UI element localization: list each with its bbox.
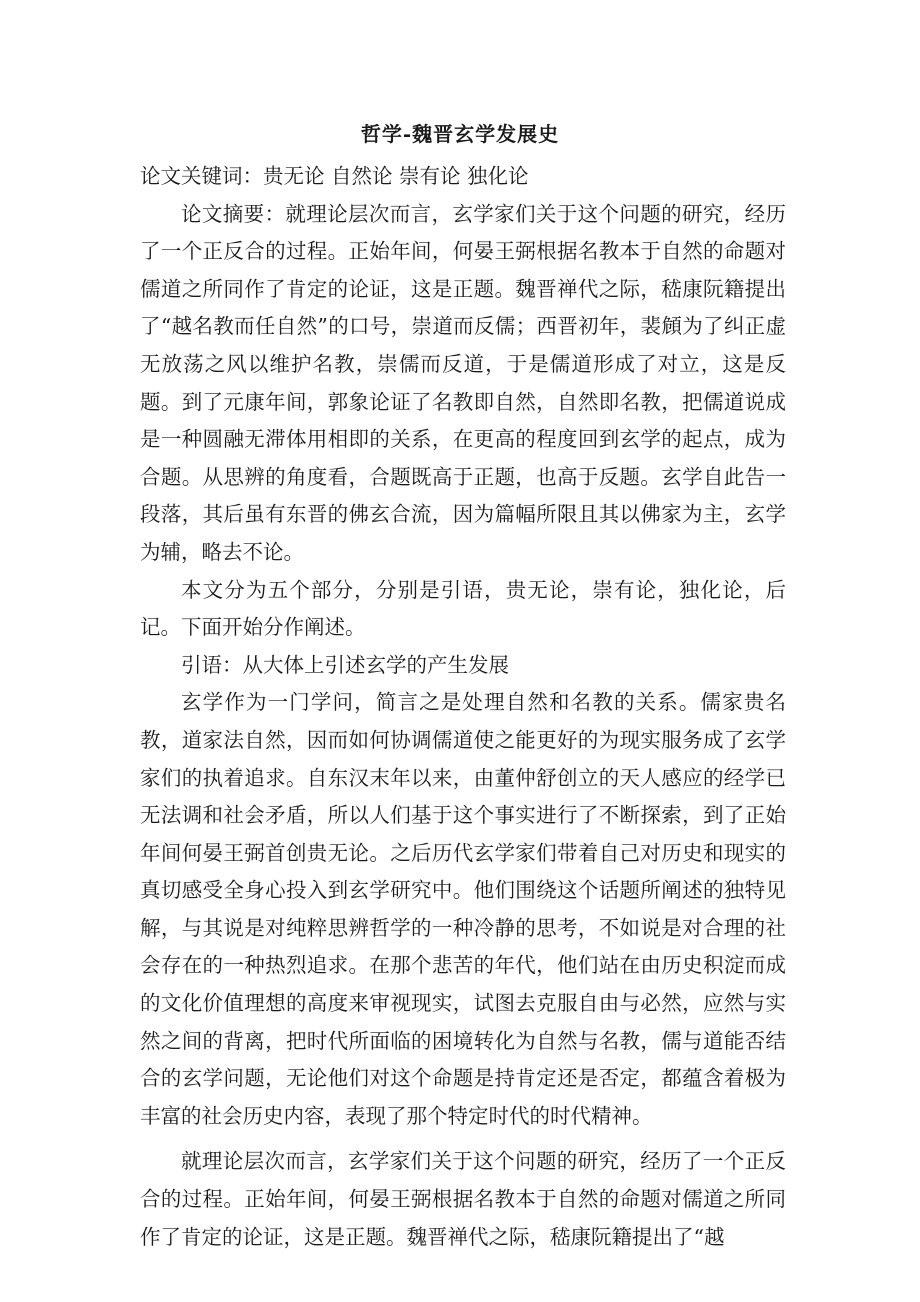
abstract-paragraph: 论文摘要：就理论层次而言，玄学家们关于这个问题的研究，经历了一个正反合的过程。正始年间，何晏王弼根据名教本于自然的命题对儒道之所同作了肯定的论证，这是正题。魏晋禅代之际，嵇康阮籍提出了“越名教而任自然”的口号，崇道而反儒；西晋初年，裴頠为了纠正虚无放荡之风以维护名教，崇儒而反道，于是儒道形成了对立，这是反题。到了元康年间，郭象论证了名教即自然，自然即名教，把儒道说成是一种圆融无滞体用相即的关系，在更高的程度回到玄学的起点，成为合题。从思辨的角度看，合题既高于正题，也高于反题。玄学自此告一段落，其后虽有东晋的佛玄合流，因为篇幅所限且其以佛家为主，玄学为辅，略去不论。 xyxy=(140,201,786,564)
document-title: 哲学-魏晋玄学发展史 xyxy=(360,122,560,146)
document-body xyxy=(140,158,786,1256)
continuation-paragraph: 就理论层次而言，玄学家们关于这个问题的研究，经历了一个正反合的过程。正始年间，何晏王弼根据名教本于自然的命题对儒道之所同作了肯定的论证，这是正题。魏晋禅代之际，嵇康阮籍提出了“越 xyxy=(140,1149,786,1249)
keywords-line: 论文关键词：贵无论 自然论 崇有论 独化论 xyxy=(140,164,529,188)
section-heading-intro: 引语：从大体上引述玄学的产生发展 xyxy=(181,652,509,677)
structure-paragraph: 本文分为五个部分，分别是引语，贵无论，崇有论，独化论，后记。下面开始分作阐述。 xyxy=(140,577,786,640)
intro-paragraph: 玄学作为一门学问，简言之是处理自然和名教的关系。儒家贵名教，道家法自然，因而如何协调儒道使之能更好的为现实服务成了玄学家们的执着追求。自东汉末年以来，由董仲舒创立的天人感应的经学已无法调和社会矛盾，所以人们基于这个事实进行了不断探索，到了正始年间何晏王弼首创贵无论。之后历代玄学家们带着自己对历史和现实的真切感受全身心投入到玄学研究中。他们围绕这个话题所阐述的独特见解，与其说是对纯粹思辨哲学的一种冷静的思考，不如说是对合理的社会存在的一种热烈追求。在那个悲苦的年代，他们站在由历史积淀而成的文化价值理想的高度来审视现实，试图去克服自由与必然，应然与实然之间的背离，把时代所面临的困境转化为自然与名教，儒与道能否结合的玄学问题，无论他们对这个命题是持肯定还是否定，都蕴含着极为丰富的社会历史内容，表现了那个特定时代的时代精神。 xyxy=(140,690,786,1128)
